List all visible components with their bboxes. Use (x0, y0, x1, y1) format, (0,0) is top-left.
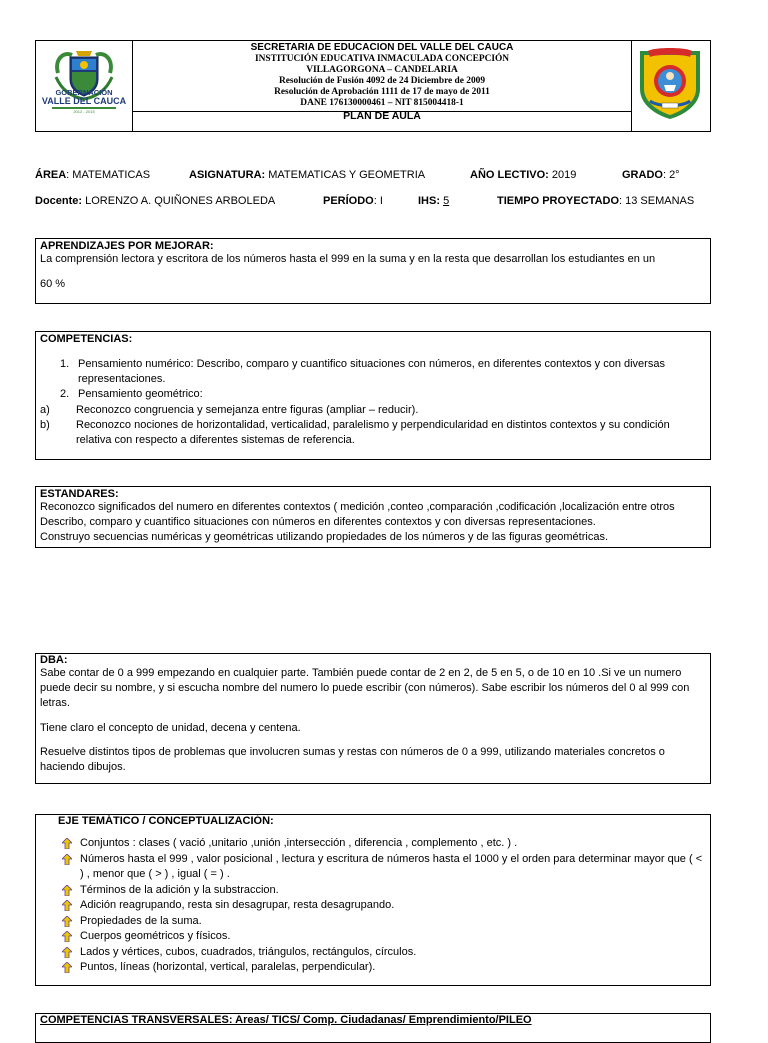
eje-item (40, 836, 706, 852)
header-dane-nit: DANE 176130000461 – NIT 815004418-1 (300, 98, 464, 108)
ihs-label: IHS: (418, 195, 440, 207)
school-crest-icon (634, 45, 706, 121)
header-resolucion-aprobacion: Resolución de Aprobación 1111 de 17 de mayo de 2011 (274, 87, 490, 97)
competencia-item (40, 387, 706, 402)
aprendizajes-line1: La comprensión lectora y escritora de los números hasta el 999 en la suma y en la resta que desarrollan los estudiantes en un (40, 253, 656, 265)
gov-logo-line3: 2012 - 2015 (73, 109, 95, 114)
ano-lectivo-field (470, 169, 576, 181)
competencias-title: COMPETENCIAS: (40, 333, 133, 345)
competencias-box (35, 331, 711, 460)
eje-item-text: Adición reagrupando, resta sin desagrupar, resta desagrupando. (80, 899, 395, 911)
arrow-bullet-icon (62, 931, 72, 942)
arrow-bullet-icon (62, 916, 72, 927)
arrow-bullet-icon (62, 947, 72, 958)
periodo-value: : I (373, 195, 383, 207)
area-label: ÁREA (35, 169, 67, 181)
eje-item-text: Propiedades de la suma. (80, 914, 202, 927)
aprendizajes-line2: 60 % (40, 278, 66, 291)
eje-tematico-list (40, 836, 706, 976)
periodo-label: PERÍODO (323, 195, 374, 207)
asignatura-label: ASIGNATURA: (189, 169, 266, 181)
docente-label: Docente: (35, 195, 83, 207)
area-field (35, 169, 150, 181)
ano-lectivo-label: AÑO LECTIVO: (470, 169, 549, 181)
estandares-title: ESTANDARES: (40, 488, 119, 500)
plan-title: PLAN DE AULA (343, 110, 421, 122)
eje-item (40, 929, 706, 945)
eje-item-text: Términos de la adición y la substraccion. (80, 883, 279, 896)
dba-box (35, 653, 711, 784)
ihs-field (418, 195, 449, 207)
periodo-field (323, 195, 383, 207)
arrow-bullet-icon (62, 962, 72, 973)
header-secretaria: SECRETARIA DE EDUCACION DEL VALLE DEL CAUCA (250, 42, 514, 53)
docente-value: LORENZO A. QUIÑONES ARBOLEDA (82, 195, 276, 207)
gobernacion-logo (36, 41, 133, 131)
competencia-text: Pensamiento geométrico: (78, 388, 203, 401)
estandar-line: Describo, comparo y cuantifico situaciones con números en diferentes contextos y con diversas representaciones. (40, 516, 596, 529)
aprendizajes-title: APRENDIZAJES POR MEJORAR: (40, 240, 214, 252)
competencia-text: Reconozco congruencia y semejanza entre figuras (ampliar – reducir). (76, 403, 419, 416)
document-header (35, 40, 711, 132)
grado-value: : 2° (662, 169, 680, 181)
asignatura-field (189, 169, 425, 181)
eje-item (40, 960, 706, 976)
competencia-item (40, 403, 706, 418)
tiempo-field (497, 195, 694, 207)
transversales-box (35, 1013, 711, 1043)
estandar-line: Reconozco significados del numero en diferentes contextos ( medición ,conteo ,comparación ,codificación ,localización entre otros (40, 501, 675, 513)
eje-item (40, 852, 706, 883)
eje-tematico-box (35, 814, 711, 986)
competencia-marker: b) (40, 418, 50, 431)
competencia-marker: a) (40, 403, 50, 416)
tiempo-label: TIEMPO PROYECTADO (497, 195, 620, 207)
aprendizajes-box (35, 238, 711, 304)
arrow-bullet-icon (62, 854, 72, 865)
eje-item-text: Puntos, líneas (horizontal, vertical, paralelas, perpendicular). (80, 961, 376, 973)
estandares-box (35, 486, 711, 548)
competencia-item (40, 418, 706, 448)
dba-paragraph: Tiene claro el concepto de unidad, decena y centena. (40, 721, 301, 734)
eje-item (40, 883, 706, 899)
eje-item-text: Cuerpos geométricos y físicos. (80, 930, 231, 942)
grado-label: GRADO (622, 169, 663, 181)
header-resolucion-fusion: Resolución de Fusión 4092 de 24 Diciembre de 2009 (278, 76, 486, 86)
eje-item-text: Números hasta el 999 , valor posicional , lectura y escritura de números hasta el 1000 y el orden para determinar mayor que ( < ) , menor que ( > ) , igual ( = ) . (80, 852, 703, 880)
eje-item (40, 945, 706, 961)
dba-paragraph: Resuelve distintos tipos de problemas que involucren sumas y restas con números de 0 a 999, utilizando materiales concretos o haciendo dibujos. (40, 745, 665, 774)
arrow-bullet-icon (62, 900, 72, 911)
transversales-title: COMPETENCIAS TRANSVERSALES: Areas/ TICS/ Comp. Ciudadanas/ Emprendimiento/PILEO (40, 1014, 532, 1026)
tiempo-value: : 13 SEMANAS (619, 195, 695, 207)
ihs-value: 5 (443, 195, 450, 207)
docente-field (35, 195, 275, 207)
gov-logo-line1: GOBERNACIÓN (55, 88, 113, 97)
school-logo (631, 41, 710, 131)
eje-item (40, 898, 706, 914)
ano-lectivo-value: 2019 (548, 169, 577, 181)
header-location: VILLAGORGONA – CANDELARIA (306, 65, 458, 75)
dba-title: DBA: (40, 654, 68, 666)
eje-item-text: Lados y vértices, cubos, cuadrados, triángulos, rectángulos, círculos. (80, 945, 417, 958)
eje-item-text: Conjuntos : clases ( vació ,unitario ,unión ,intersección , diferencia , complemento , etc. ) . (80, 837, 518, 849)
dba-paragraph: Sabe contar de 0 a 999 empezando en cualquier parte. También puede contar de 2 en 2, de 5 en 5, o de 10 en 10 .Si ve un numero puede decir su nombre, y si escucha nombre del numero lo puede escribir (con números). Sabe escribir los números del 0 al 999 con letras. (40, 667, 690, 710)
competencias-list (40, 357, 706, 448)
grado-field (622, 169, 680, 181)
eje-tematico-title: EJE TEMÁTICO / CONCEPTUALIZACIÓN: (58, 815, 274, 827)
competencia-marker: 2. (60, 388, 70, 401)
eje-item (40, 914, 706, 930)
estandar-line: Construyo secuencias numéricas y geométricas utilizando propiedades de los números y de las figuras geométricas. (40, 531, 609, 544)
header-text-block (132, 41, 632, 131)
competencia-text: Pensamiento numérico: Describo, comparo y cuantifico situaciones con números, en diferentes contextos y con diversas representaciones. (78, 358, 665, 386)
competencia-item (40, 357, 706, 387)
area-value: : MATEMATICAS (66, 169, 151, 181)
asignatura-value: MATEMATICAS Y GEOMETRIA (265, 169, 426, 181)
gov-logo-line2: VALLE DEL CAUCA (41, 96, 127, 106)
competencia-marker: 1. (60, 358, 70, 370)
arrow-bullet-icon (62, 838, 72, 849)
competencia-text: Reconozco nociones de horizontalidad, verticalidad, paralelismo y perpendicularidad en distintos contextos y su condición relativa con respecto a diferentes sistemas de referencia. (76, 418, 670, 447)
header-institucion: INSTITUCIÓN EDUCATIVA INMACULADA CONCEPCIÓN (254, 54, 510, 64)
arrow-bullet-icon (62, 885, 72, 896)
